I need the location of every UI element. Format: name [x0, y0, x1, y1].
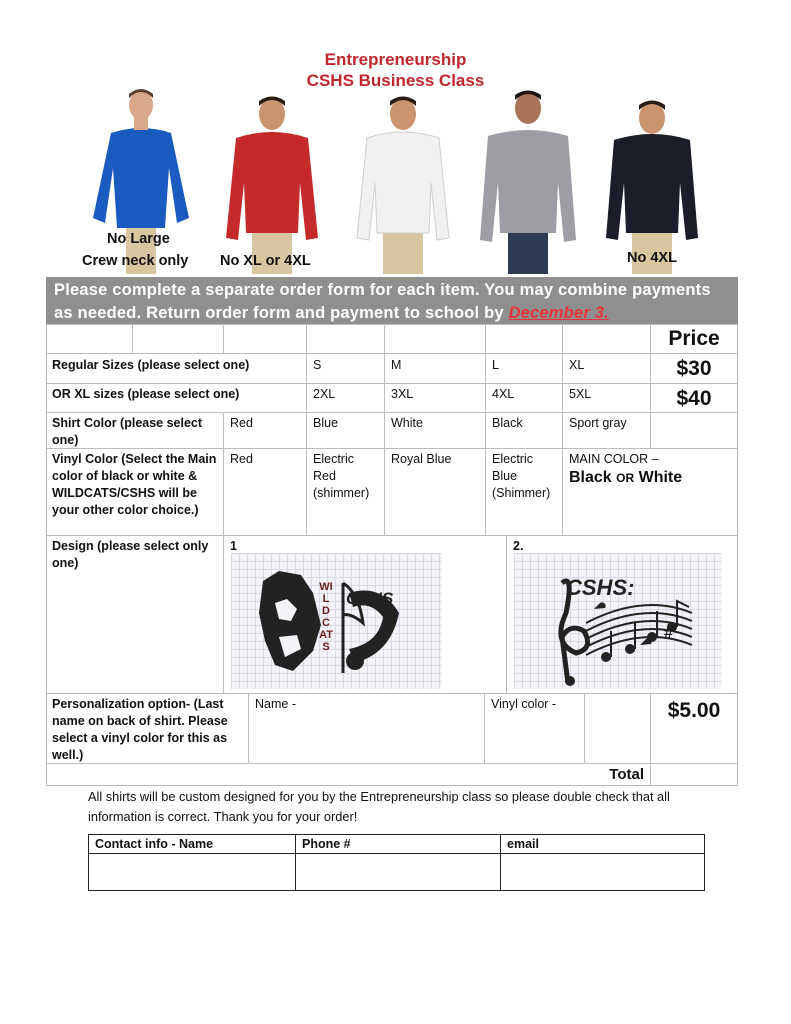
shirt-body-3: [480, 130, 576, 242]
personalization-name-label: Name -: [255, 697, 296, 711]
contact-phone-field[interactable]: [295, 853, 501, 891]
header-cell-blank: [563, 324, 651, 354]
regular-sizes-label: Regular Sizes (please select one): [46, 354, 307, 384]
header-cell-blank: [133, 324, 224, 354]
due-date: December 3.: [508, 304, 609, 322]
design-2-music-art: [514, 553, 722, 689]
vinyl-option-royal-blue[interactable]: Royal Blue: [385, 449, 486, 536]
main-color-black[interactable]: Black: [569, 469, 612, 486]
page-title: [0, 49, 791, 91]
shirt-body-0: [93, 128, 189, 228]
vinyl-option-red[interactable]: Red: [224, 449, 307, 536]
personalization-name-field[interactable]: [249, 694, 485, 764]
sharp-symbol: #: [664, 625, 673, 642]
design-label: Design (please select only one): [46, 536, 224, 694]
header-cell-blank: [224, 324, 307, 354]
shirt-hoodie-gray: [478, 88, 578, 274]
shirt-color-label: Shirt Color (please select one): [46, 413, 224, 449]
header-cell-blank: [46, 324, 133, 354]
main-color-white[interactable]: White: [638, 469, 683, 486]
total-value-field[interactable]: [651, 764, 738, 786]
title-line-1: Entrepreneurship: [324, 50, 467, 69]
regular-price: $30: [651, 354, 738, 384]
size-option-3xl[interactable]: 3XL: [385, 384, 486, 413]
contact-name-field[interactable]: [88, 853, 296, 891]
price-header: Price: [651, 324, 738, 354]
personalization-vinyl-label: Vinyl color -: [491, 697, 557, 711]
size-option-5xl[interactable]: 5XL: [563, 384, 651, 413]
header-cell-blank: [486, 324, 563, 354]
color-option-black[interactable]: Black: [486, 413, 563, 449]
banner-text: Please complete a separate order form for each item. You may combine payments as needed. Return order form and payment to school by: [54, 281, 711, 322]
size-option-4xl[interactable]: 4XL: [486, 384, 563, 413]
personalization-label: Personalization option- (Last name on back of shirt. Please select a vinyl color for this as well.): [46, 694, 249, 764]
xl-sizes-label: OR XL sizes (please select one): [46, 384, 307, 413]
main-color-prefix: MAIN COLOR –: [569, 452, 659, 466]
personalization-vinyl-field[interactable]: [485, 694, 585, 764]
wildcats-vertical-text: WILDCATS: [319, 581, 333, 653]
design-1-cshs-text: CSHS: [346, 589, 394, 608]
contact-phone-header: Phone #: [295, 834, 501, 854]
size-option-l[interactable]: L: [486, 354, 563, 384]
order-note: All shirts will be custom designed for you by the Entrepreneurship class so please double check that all information is correct. Thank you for your order!: [88, 789, 670, 824]
shirt-hoodie-white: [353, 88, 453, 274]
color-option-sport-gray[interactable]: Sport gray: [563, 413, 651, 449]
personalization-blank: [585, 694, 651, 764]
shirt-1-caption: No XL or 4XL: [220, 253, 311, 269]
shirt-body-4: [606, 134, 698, 240]
size-option-m[interactable]: M: [385, 354, 486, 384]
vinyl-option-electric-red[interactable]: Electric Red (shimmer): [307, 449, 385, 536]
shirt-0-caption-1: No Large: [107, 231, 170, 247]
shirt-4-caption: No 4XL: [627, 250, 677, 266]
size-option-xl[interactable]: XL: [563, 354, 651, 384]
total-label: Total: [46, 764, 651, 786]
design-1-wildcats-art: [231, 553, 442, 689]
vinyl-option-electric-blue[interactable]: Electric Blue (Shimmer): [486, 449, 563, 536]
shirt-hoodie-red: [222, 88, 322, 274]
vinyl-color-label: Vinyl Color (Select the Main color of black or white & WILDCATS/CSHS will be your other color choice.): [46, 449, 224, 536]
contact-name-header: Contact info - Name: [88, 834, 296, 854]
design-2-number: 2.: [513, 539, 524, 553]
contact-email-header: email: [500, 834, 705, 854]
shirt-body-2: [357, 132, 449, 240]
color-option-white[interactable]: White: [385, 413, 486, 449]
main-color-or: OR: [616, 471, 635, 485]
shirt-hoodie-black: [602, 88, 702, 274]
title-line-2: CSHS Business Class: [306, 71, 485, 90]
contact-email-field[interactable]: [500, 853, 705, 891]
size-option-s[interactable]: S: [307, 354, 385, 384]
size-option-2xl[interactable]: 2XL: [307, 384, 385, 413]
xl-price: $40: [651, 384, 738, 413]
shirt-body-1: [226, 132, 318, 240]
design-1-number: 1: [230, 539, 237, 553]
instructions-banner: [46, 277, 738, 324]
color-price-blank: [651, 413, 738, 449]
personalization-price: $5.00: [651, 694, 738, 764]
vinyl-main-color[interactable]: [563, 449, 738, 536]
design-2-cshs-text: CSHS:: [566, 575, 635, 600]
color-option-red[interactable]: Red: [224, 413, 307, 449]
shirt-0-caption-2: Crew neck only: [82, 253, 189, 269]
header-cell-blank: [385, 324, 486, 354]
color-option-blue[interactable]: Blue: [307, 413, 385, 449]
header-cell-blank: [307, 324, 385, 354]
